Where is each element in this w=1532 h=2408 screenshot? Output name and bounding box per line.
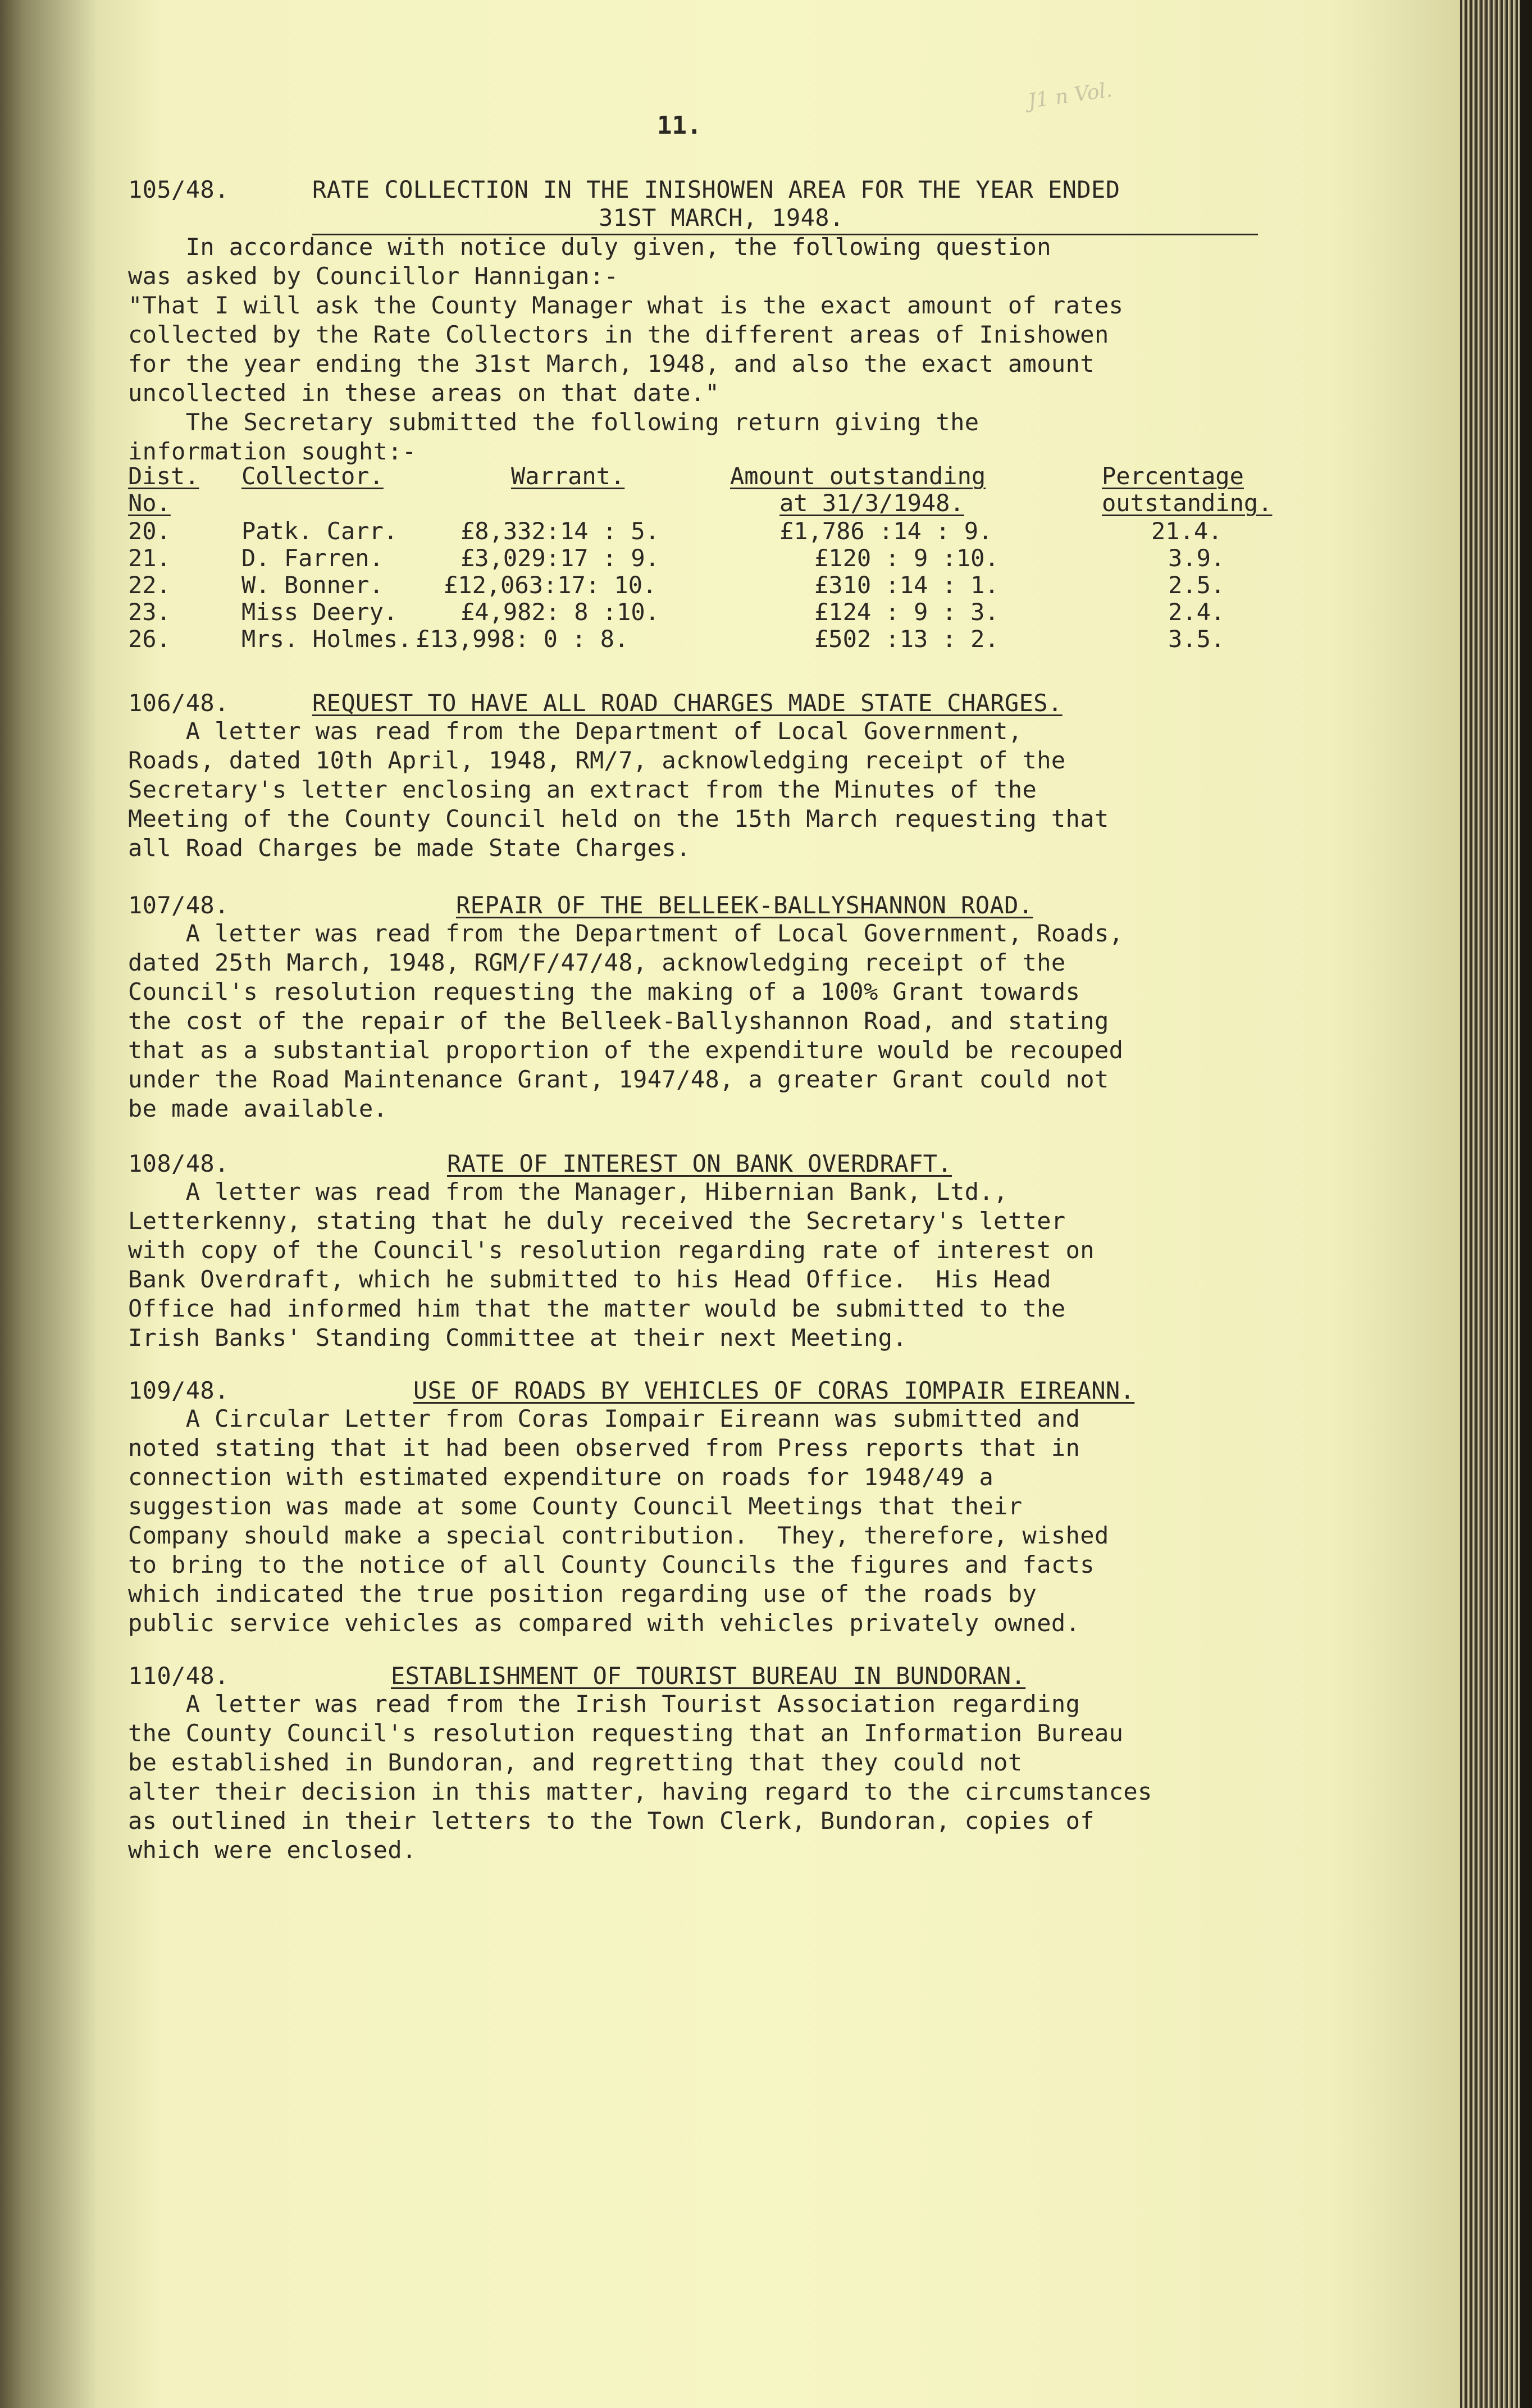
table-cell-dist: 26. [128, 625, 171, 653]
page-edges [1460, 0, 1532, 2408]
item-ref-105: 105/48. [128, 176, 229, 203]
item-title-105-line2: 31ST MARCH, 1948. [599, 204, 844, 231]
body-line: uncollected in these areas on that date." [128, 379, 720, 407]
table-cell-percentage: 2.4. [1168, 598, 1225, 626]
item-body-105 [128, 233, 1123, 466]
table-cell-dist: 23. [128, 598, 171, 626]
table-cell-warrant: £12,063:17: 10. [444, 571, 657, 599]
col-header-percentage: Percentage [1102, 462, 1244, 490]
body-line: which were enclosed. [128, 1836, 417, 1864]
body-line: connection with estimated expenditure on roads for 1948/49 a [128, 1463, 994, 1491]
body-line: the County Council's resolution requesting that an Information Bureau [128, 1719, 1124, 1747]
body-line: A letter was read from the Department of Local Government, [128, 717, 1023, 745]
body-line: public service vehicles as compared with vehicles privately owned. [128, 1609, 1080, 1637]
body-line: with copy of the Council's resolution regarding rate of interest on [128, 1236, 1095, 1264]
body-line: all Road Charges be made State Charges. [128, 834, 691, 862]
body-line: Letterkenny, stating that he duly received the Secretary's letter [128, 1207, 1066, 1235]
table-cell-warrant: £4,982: 8 :10. [460, 598, 660, 626]
body-line: "That I will ask the County Manager what is the exact amount of rates [128, 292, 1124, 319]
table-cell-percentage: 2.5. [1168, 571, 1225, 599]
page-number: 11. [657, 111, 702, 140]
table-cell-amount: £1,786 :14 : 9. [779, 517, 993, 545]
body-line: information sought:- [128, 438, 417, 465]
item-ref-109: 109/48. [128, 1377, 229, 1404]
body-line: that as a substantial proportion of the expenditure would be recouped [128, 1036, 1124, 1064]
item-ref-107: 107/48. [128, 891, 229, 919]
body-line: Company should make a special contribution. They, therefore, wished [128, 1522, 1109, 1549]
body-line: Irish Banks' Standing Committee at their next Meeting. [128, 1324, 908, 1351]
body-line: A letter was read from the Department of Local Government, Roads, [128, 919, 1124, 947]
table-cell-amount: £120 : 9 :10. [814, 544, 999, 572]
body-line: for the year ending the 31st March, 1948, and also the exact amount [128, 350, 1095, 377]
item-title-106: REQUEST TO HAVE ALL ROAD CHARGES MADE STATE CHARGES. [312, 689, 1063, 717]
item-body-110 [128, 1690, 1152, 1865]
body-line: was asked by Councillor Hannigan:- [128, 262, 619, 290]
body-line: alter their decision in this matter, having regard to the circumstances [128, 1778, 1152, 1805]
table-cell-warrant: £13,998: 0 : 8. [416, 625, 629, 653]
table-cell-collector: Miss Deery. [241, 598, 398, 626]
body-line: Secretary's letter enclosing an extract from the Minutes of the [128, 776, 1037, 803]
table-cell-warrant: £3,029:17 : 9. [460, 544, 660, 572]
item-title-108: RATE OF INTEREST ON BANK OVERDRAFT. [447, 1150, 952, 1177]
body-line: Council's resolution requesting the making of a 100% Grant towards [128, 978, 1080, 1005]
body-line: collected by the Rate Collectors in the different areas of Inishowen [128, 321, 1109, 348]
col-header-warrant: Warrant. [511, 462, 625, 490]
body-line: be made available. [128, 1095, 388, 1122]
body-line: which indicated the true position regarding use of the roads by [128, 1580, 1037, 1608]
col-header-dist-no: No. [128, 489, 171, 517]
item-title-110: ESTABLISHMENT OF TOURIST BUREAU IN BUNDORAN. [391, 1662, 1026, 1690]
table-cell-amount: £502 :13 : 2. [814, 625, 999, 653]
table-cell-percentage: 3.5. [1168, 625, 1225, 653]
table-cell-collector: Mrs. Holmes. [241, 625, 412, 653]
col-header-dist: Dist. [128, 462, 199, 490]
body-line: The Secretary submitted the following return giving the [128, 408, 979, 436]
item-body-107 [128, 919, 1123, 1123]
body-line: In accordance with notice duly given, the following question [128, 233, 1051, 261]
col-header-amount: Amount outstanding [730, 462, 986, 490]
body-line: dated 25th March, 1948, RGM/F/47/48, acknowledging receipt of the [128, 949, 1066, 976]
item-body-109 [128, 1404, 1109, 1638]
body-line: to bring to the notice of all County Councils the figures and facts [128, 1551, 1095, 1578]
table-cell-dist: 20. [128, 517, 171, 545]
table-cell-dist: 22. [128, 571, 171, 599]
table-cell-amount: £124 : 9 : 3. [814, 598, 999, 626]
body-line: A letter was read from the Irish Tourist Association regarding [128, 1690, 1080, 1718]
item-body-108 [128, 1177, 1095, 1353]
item-body-106 [128, 717, 1109, 863]
col-header-percentage-2: outstanding. [1102, 489, 1273, 517]
table-cell-collector: D. Farren. [241, 544, 384, 572]
body-line: Roads, dated 10th April, 1948, RM/7, acknowledging receipt of the [128, 746, 1066, 774]
item-title-105-line1: RATE COLLECTION IN THE INISHOWEN AREA FOR THE YEAR ENDED [312, 176, 1120, 203]
table-cell-warrant: £8,332:14 : 5. [460, 517, 660, 545]
pencil-annotation: J1 n Vol. [1026, 78, 1114, 113]
body-line: be established in Bundoran, and regretting that they could not [128, 1749, 1023, 1776]
table-cell-collector: W. Bonner. [241, 571, 384, 599]
body-line: A Circular Letter from Coras Iompair Eireann was submitted and [128, 1405, 1080, 1432]
table-cell-percentage: 21.4. [1151, 517, 1223, 545]
table-cell-amount: £310 :14 : 1. [814, 571, 999, 599]
item-ref-108: 108/48. [128, 1150, 229, 1177]
col-header-collector: Collector. [241, 462, 384, 490]
body-line: as outlined in their letters to the Town Clerk, Bundoran, copies of [128, 1807, 1095, 1835]
body-line: A letter was read from the Manager, Hibernian Bank, Ltd., [128, 1178, 1008, 1205]
item-title-109: USE OF ROADS BY VEHICLES OF CORAS IOMPAIR EIREANN. [413, 1377, 1135, 1404]
body-line: Meeting of the County Council held on the 15th March requesting that [128, 805, 1109, 832]
body-line: noted stating that it had been observed from Press reports that in [128, 1434, 1080, 1462]
table-cell-collector: Patk. Carr. [241, 517, 398, 545]
table-cell-dist: 21. [128, 544, 171, 572]
item-ref-110: 110/48. [128, 1662, 229, 1690]
body-line: Office had informed him that the matter would be submitted to the [128, 1295, 1066, 1322]
body-line: Bank Overdraft, which he submitted to his Head Office. His Head [128, 1266, 1051, 1293]
body-line: suggestion was made at some County Council Meetings that their [128, 1492, 1023, 1520]
body-line: under the Road Maintenance Grant, 1947/48, a greater Grant could not [128, 1066, 1109, 1093]
col-header-amount-date: at 31/3/1948. [779, 489, 964, 517]
table-cell-percentage: 3.9. [1168, 544, 1225, 572]
item-ref-106: 106/48. [128, 689, 229, 717]
body-line: the cost of the repair of the Belleek-Ballyshannon Road, and stating [128, 1007, 1109, 1035]
item-title-107: REPAIR OF THE BELLEEK-BALLYSHANNON ROAD. [456, 891, 1033, 919]
